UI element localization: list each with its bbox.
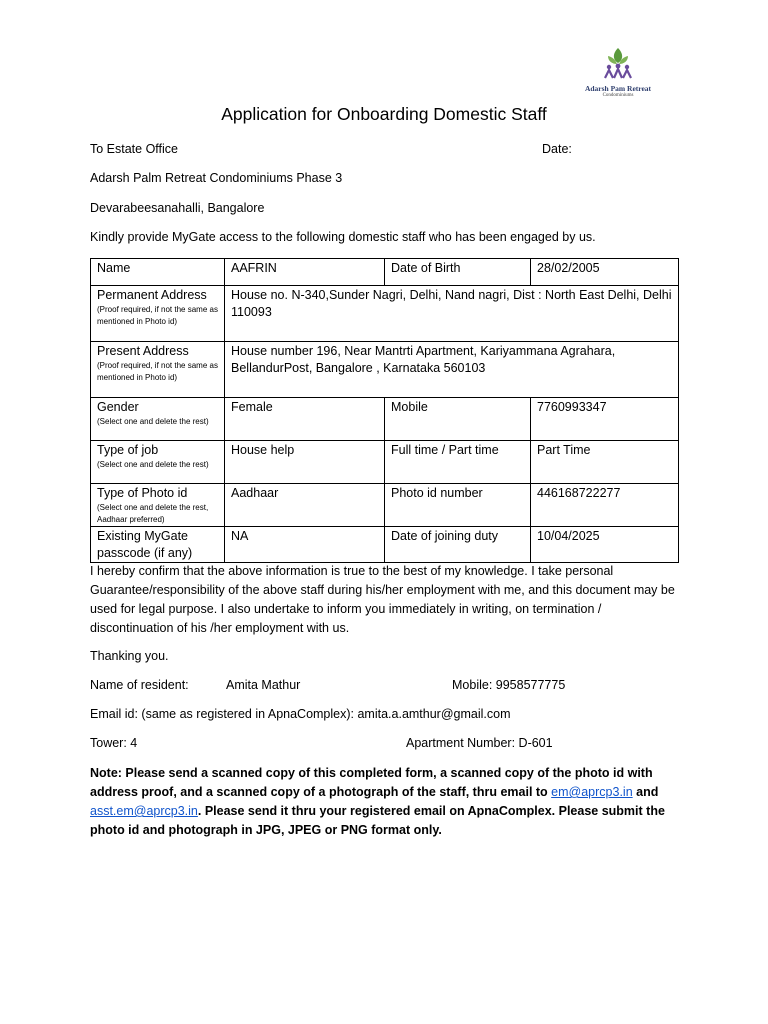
dob-value: 28/02/2005 bbox=[531, 259, 679, 286]
assistant-email-link[interactable]: asst.em@aprcp3.in bbox=[90, 804, 198, 818]
estate-email-link[interactable]: em@aprcp3.in bbox=[551, 785, 633, 799]
permanent-address-label: Permanent Address bbox=[97, 288, 207, 302]
present-address-hint: (Proof required, if not the same as mentioned in Photo id) bbox=[97, 361, 218, 382]
resident-email: Email id: (same as registered in ApnaComplex): amita.a.amthur@gmail.com bbox=[90, 707, 511, 721]
photo-id-number-label: Photo id number bbox=[385, 484, 531, 527]
tree-people-icon bbox=[596, 46, 640, 80]
job-type-cell bbox=[91, 441, 225, 484]
present-address-cell bbox=[91, 342, 225, 398]
table-row bbox=[91, 286, 679, 342]
permanent-address-value: House no. N-340,Sunder Nagri, Delhi, Nand nagri, Dist : North East Delhi, Delhi 110093 bbox=[225, 286, 679, 342]
staff-details-table bbox=[90, 258, 679, 563]
name-value: AAFRIN bbox=[225, 259, 385, 286]
joining-date-value: 10/04/2025 bbox=[531, 527, 679, 563]
full-part-time-label: Full time / Part time bbox=[385, 441, 531, 484]
thanks-line: Thanking you. bbox=[90, 649, 169, 663]
photo-id-type-value: Aadhaar bbox=[225, 484, 385, 527]
gender-hint: (Select one and delete the rest) bbox=[97, 417, 209, 426]
present-address-value: House number 196, Near Mantrti Apartment, Kariyammana Agrahara, BellandurPost, Bangalore , Karnataka 560103 bbox=[225, 342, 679, 398]
logo-name: Adarsh Pam Retreat bbox=[584, 84, 652, 93]
declaration-paragraph: I hereby confirm that the above information is true to the best of my knowledge. I take personal Guarantee/responsibility of the above staff during his/her employment with me, and this document may be used for legal purpose. I also undertake to inform you immediately in writing, on termination / discontinuation of his /her employment with us. bbox=[90, 564, 675, 635]
gender-value: Female bbox=[225, 398, 385, 441]
address-line-1: Adarsh Palm Retreat Condominiums Phase 3 bbox=[90, 171, 343, 185]
permanent-address-cell bbox=[91, 286, 225, 342]
resident-tower: Tower: 4 bbox=[90, 736, 138, 750]
mygate-passcode-label: Existing MyGate passcode (if any) bbox=[91, 527, 225, 563]
resident-name-value: Amita Mathur bbox=[226, 678, 301, 692]
recipient-line: To Estate Office bbox=[90, 142, 179, 156]
name-label: Name bbox=[91, 259, 225, 286]
photo-id-type-cell bbox=[91, 484, 225, 527]
mobile-label: Mobile bbox=[385, 398, 531, 441]
table-row bbox=[91, 484, 679, 527]
table-row bbox=[91, 342, 679, 398]
photo-id-type-label: Type of Photo id bbox=[97, 486, 188, 500]
note-text-end: . Please send it thru your registered email on ApnaComplex. Please submit the photo id and photograph in JPG, JPEG or PNG format only. bbox=[90, 804, 665, 837]
association-logo bbox=[578, 46, 658, 99]
photo-id-type-hint: (Select one and delete the rest, Aadhaar preferred) bbox=[97, 503, 209, 524]
full-part-time-value: Part Time bbox=[531, 441, 679, 484]
joining-date-label: Date of joining duty bbox=[385, 527, 531, 563]
mygate-passcode-value: NA bbox=[225, 527, 385, 563]
submission-note bbox=[90, 764, 686, 840]
job-type-label: Type of job bbox=[97, 443, 159, 457]
resident-apartment: Apartment Number: D-601 bbox=[406, 736, 553, 750]
note-text-start: Note: Please send a scanned copy of this completed form, a scanned copy of the photo id with address proof, and a scanned copy of a photograph of the staff, thru email to bbox=[90, 766, 653, 799]
date-label: Date: bbox=[542, 142, 572, 156]
dob-label: Date of Birth bbox=[385, 259, 531, 286]
gender-cell bbox=[91, 398, 225, 441]
mobile-value: 7760993347 bbox=[531, 398, 679, 441]
gender-label: Gender bbox=[97, 400, 139, 414]
photo-id-number-value: 446168722277 bbox=[531, 484, 679, 527]
table-row bbox=[91, 398, 679, 441]
request-line: Kindly provide MyGate access to the following domestic staff who has been engaged by us. bbox=[90, 230, 596, 244]
job-type-value: House help bbox=[225, 441, 385, 484]
form-title: Application for Onboarding Domestic Staff bbox=[221, 104, 547, 124]
resident-mobile: Mobile: 9958577775 bbox=[452, 678, 566, 692]
table-row bbox=[91, 259, 679, 286]
permanent-address-hint: (Proof required, if not the same as mentioned in Photo id) bbox=[97, 305, 218, 326]
table-row bbox=[91, 527, 679, 563]
job-type-hint: (Select one and delete the rest) bbox=[97, 460, 209, 469]
present-address-label: Present Address bbox=[97, 344, 189, 358]
resident-name-label: Name of resident: bbox=[90, 678, 189, 692]
logo-subtitle: Condominiums bbox=[602, 93, 634, 98]
address-line-2: Devarabeesanahalli, Bangalore bbox=[90, 201, 265, 215]
table-row bbox=[91, 441, 679, 484]
note-and: and bbox=[632, 785, 659, 799]
